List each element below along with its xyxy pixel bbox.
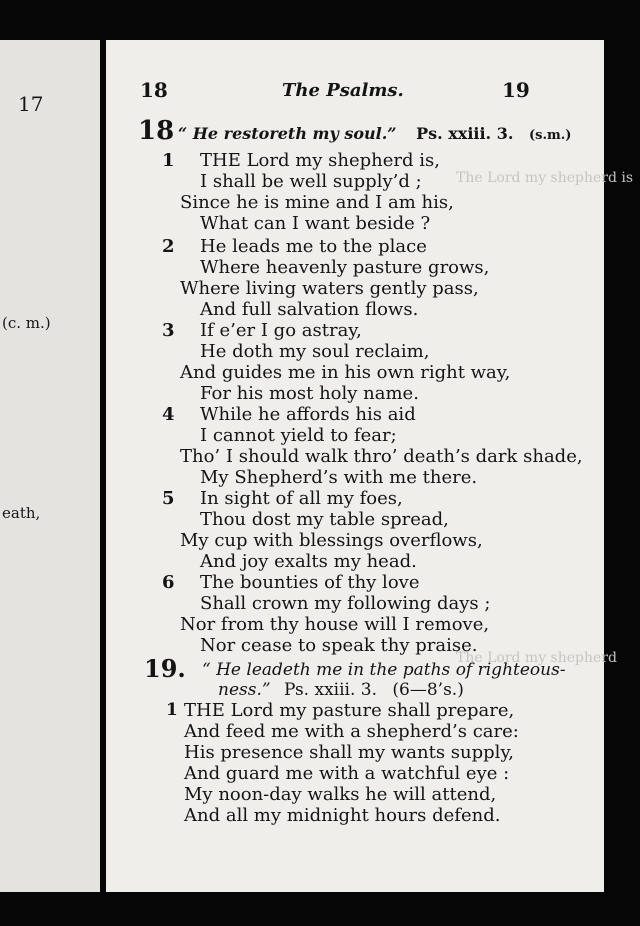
psalm-18-heading: [178, 124, 571, 143]
verse-line: What can I want beside ?: [200, 213, 431, 234]
header-left-number: 18: [140, 78, 168, 102]
psalm-19-quote-line-2: ness.” Ps. xxiii. 3. (6—8’s.): [218, 680, 464, 700]
verse-line: In sight of all my foes,: [200, 488, 403, 509]
verse-line: Where heavenly pasture grows,: [200, 257, 490, 278]
verse-line: Where living waters gently pass,: [180, 278, 479, 299]
psalm-19-ref: Ps. xxiii. 3.: [283, 680, 377, 700]
verse-line: I shall be well supply’d ;: [200, 171, 422, 192]
verse-number: 2: [162, 236, 175, 257]
psalm-18-quote: “ He restoreth my soul.”: [178, 124, 397, 143]
verse-line: If e’er I go astray,: [200, 320, 362, 341]
left-page: [0, 40, 100, 892]
left-page-number: 17: [18, 92, 44, 116]
verse-number: 3: [162, 320, 175, 341]
verse-line: My Shepherd’s with me there.: [200, 467, 478, 488]
psalm-19-number: 19.: [144, 654, 186, 683]
left-page-fragment: (c. m.): [2, 314, 51, 332]
verse-line: And joy exalts my head.: [200, 551, 417, 572]
verse-line: My noon-day walks he will attend,: [184, 784, 497, 805]
verse-line: For his most holy name.: [200, 383, 419, 404]
verse-number: 6: [162, 572, 175, 593]
verse-line: And all my midnight hours defend.: [184, 805, 501, 826]
verse-line: My cup with blessings overflows,: [180, 530, 483, 551]
verse-line: I cannot yield to fear;: [200, 425, 397, 446]
left-page-fragment: eath,: [2, 504, 41, 522]
page-title: The Psalms.: [282, 80, 404, 101]
verse-line: While he affords his aid: [200, 404, 416, 425]
verse-line: Nor from thy house will I remove,: [180, 614, 490, 635]
verse-line: The bounties of thy love: [200, 572, 420, 593]
verse-line: Shall crown my following days ;: [200, 593, 491, 614]
verse-number: 1: [162, 150, 175, 171]
verse-line: He doth my soul reclaim,: [200, 341, 430, 362]
verse-line: Nor cease to speak thy praise.: [200, 635, 478, 656]
verse-line: Tho’ I should walk thro’ death’s dark shade,: [180, 446, 583, 467]
header-right-number: 19: [502, 78, 530, 102]
main-page: [106, 40, 634, 892]
bleed-through-text: The Lord my shepherd: [456, 650, 617, 666]
verse-number: 1: [166, 700, 178, 720]
verse-line: And guard me with a watchful eye :: [184, 763, 510, 784]
verse-line: THE Lord my pasture shall prepare,: [184, 700, 515, 721]
bleed-through-text: The Lord my shepherd is: [456, 170, 634, 186]
verse-number: 5: [162, 488, 175, 509]
psalm-19-meter: (6—8’s.): [392, 680, 464, 700]
verse-line: He leads me to the place: [200, 236, 427, 257]
verse-line: And full salvation flows.: [200, 299, 419, 320]
verse-line: And feed me with a shepherd’s care:: [184, 721, 519, 742]
psalm-18-ref: Ps. xxiii. 3.: [416, 124, 514, 143]
verse-line: His presence shall my wants supply,: [184, 742, 514, 763]
psalm-18-meter: (s.m.): [528, 128, 572, 143]
verse-line: THE Lord my shepherd is,: [200, 150, 440, 171]
psalm-18-number: 18: [138, 116, 175, 146]
verse-number: 4: [162, 404, 175, 425]
verse-line: Since he is mine and I am his,: [180, 192, 454, 213]
verse-line: And guides me in his own right way,: [180, 362, 511, 383]
verse-line: Thou dost my table spread,: [200, 509, 449, 530]
psalm-19-quote-line-1: “ He leadeth me in the paths of righteous-: [202, 660, 566, 680]
